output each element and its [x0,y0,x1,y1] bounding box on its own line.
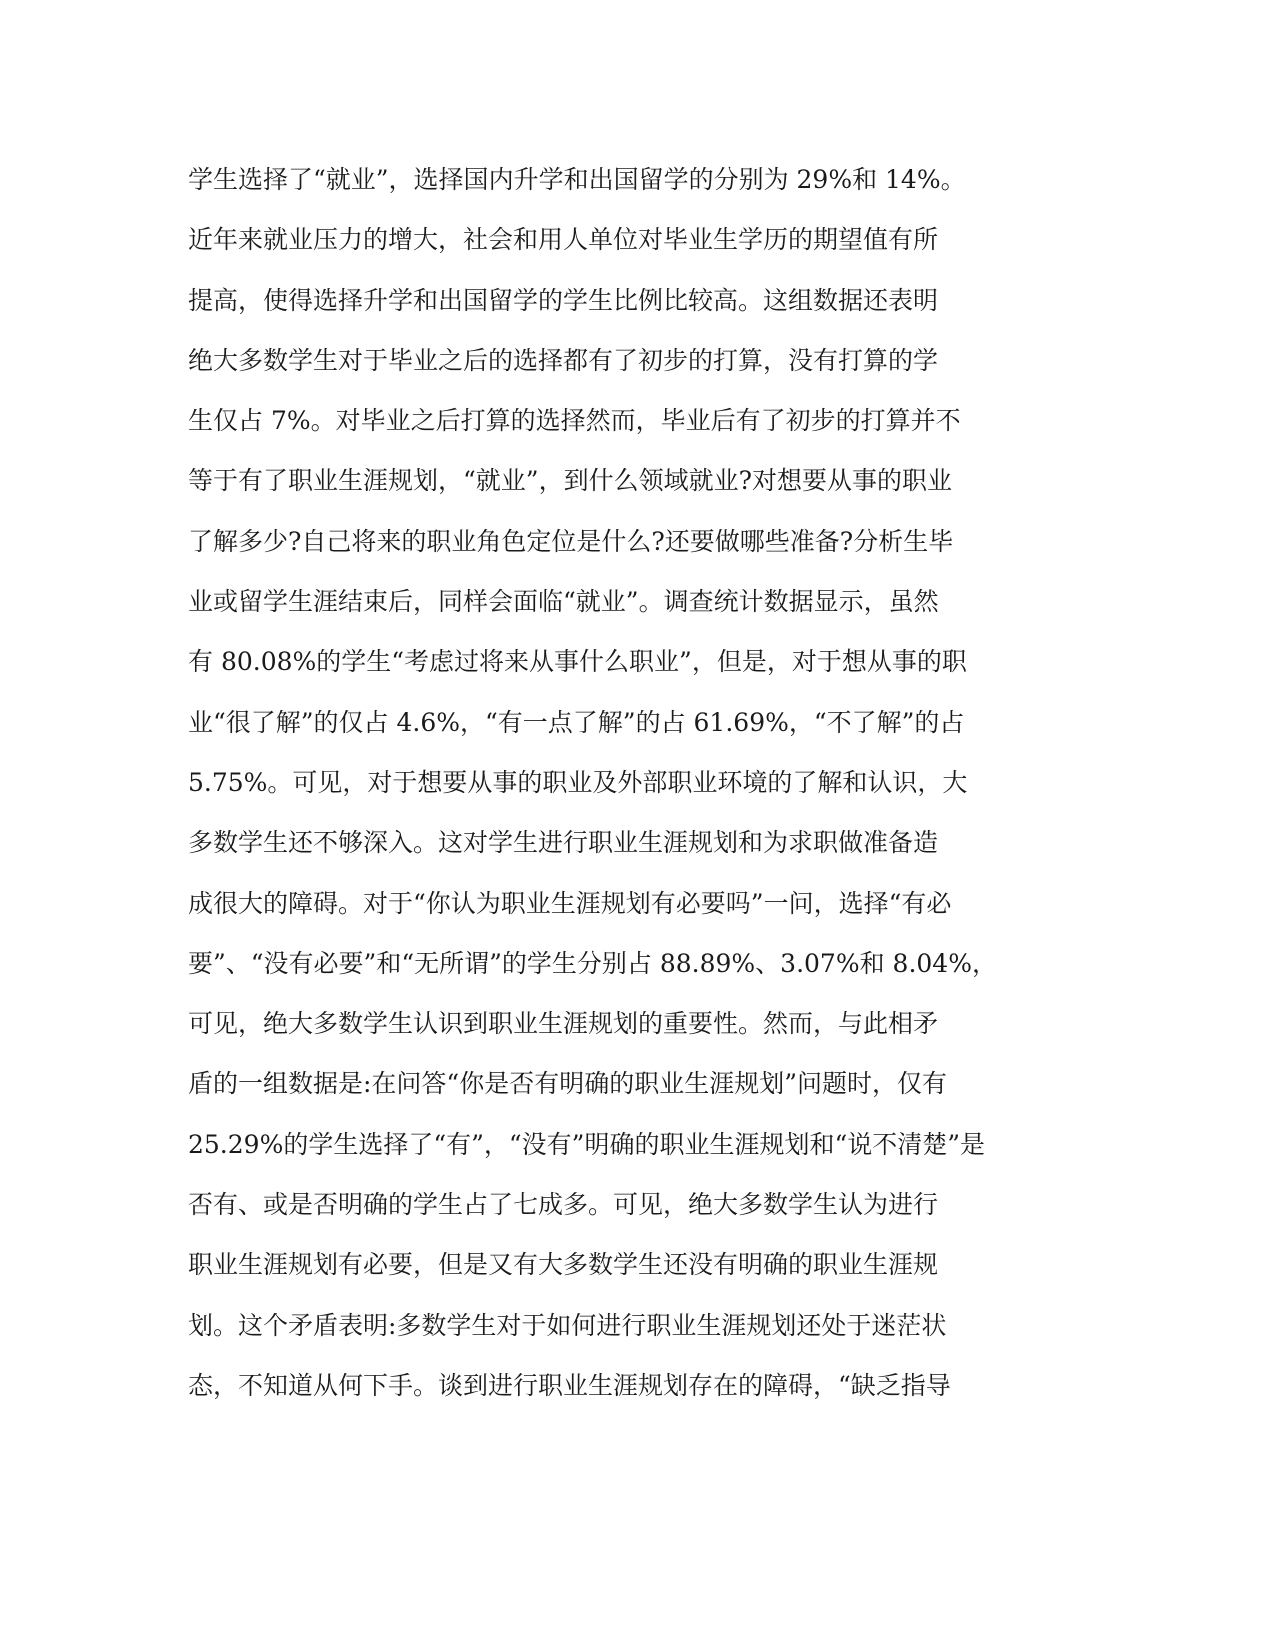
paragraph-line: 有 80.08%的学生“考虑过将来从事什么职业”，但是，对于想从事的职 [188,647,967,677]
body-paragraph [188,163,1088,1429]
paragraph-line: 近年来就业压力的增大，社会和用人单位对毕业生学历的期望值有所 [188,225,939,255]
paragraph-line: 学生选择了“就业”，选择国内升学和出国留学的分别为 29%和 14%。 [188,165,966,194]
paragraph-line: 多数学生还不够深入。这对学生进行职业生涯规划和为求职做准备造 [188,828,939,858]
paragraph-line: 可见，绝大多数学生认识到职业生涯规划的重要性。然而，与此相矛 [188,1009,939,1039]
paragraph-line: 否有、或是否明确的学生占了七成多。可见，绝大多数学生认为进行 [188,1190,939,1220]
paragraph-line: 了解多少?自己将来的职业角色定位是什么?还要做哪些准备?分析生毕 [188,526,954,556]
paragraph-line: 等于有了职业生涯规划，“就业”，到什么领域就业?对想要从事的职业 [188,466,952,496]
paragraph-line: 25.29%的学生选择了“有”，“没有”明确的职业生涯规划和“说不清楚”是 [188,1129,986,1159]
paragraph-line: 划。这个矛盾表明:多数学生对于如何进行职业生涯规划还处于迷茫状 [188,1310,947,1340]
paragraph-line: 职业生涯规划有必要，但是又有大多数学生还没有明确的职业生涯规 [188,1250,939,1280]
paragraph-line: 绝大多数学生对于毕业之后的选择都有了初步的打算，没有打算的学 [188,345,939,375]
paragraph-line: 业或留学生涯结束后，同样会面临“就业”。调查统计数据显示，虽然 [188,587,939,617]
paragraph-line: 5.75%。可见，对于想要从事的职业及外部职业环境的了解和认识，大 [188,767,968,797]
paragraph-line: 提高，使得选择升学和出国留学的学生比例比较高。这组数据还表明 [188,285,939,315]
paragraph-line: 要”、“没有必要”和“无所谓”的学生分别占 88.89%、3.07%和 8.04%， [188,948,997,978]
paragraph-line: 盾的一组数据是:在问答“你是否有明确的职业生涯规划”问题时，仅有 [188,1069,947,1099]
paragraph-line: 业“很了解”的仅占 4.6%，“有一点了解”的占 61.69%，“不了解”的占 [188,707,965,737]
paragraph-line: 生仅占 7%。对毕业之后打算的选择然而，毕业后有了初步的打算并不 [188,406,961,436]
paragraph-line: 成很大的障碍。对于“你认为职业生涯规划有必要吗”一问，选择“有必 [188,888,952,918]
paragraph-line: 态，不知道从何下手。谈到进行职业生涯规划存在的障碍，“缺乏指导 [188,1370,951,1400]
